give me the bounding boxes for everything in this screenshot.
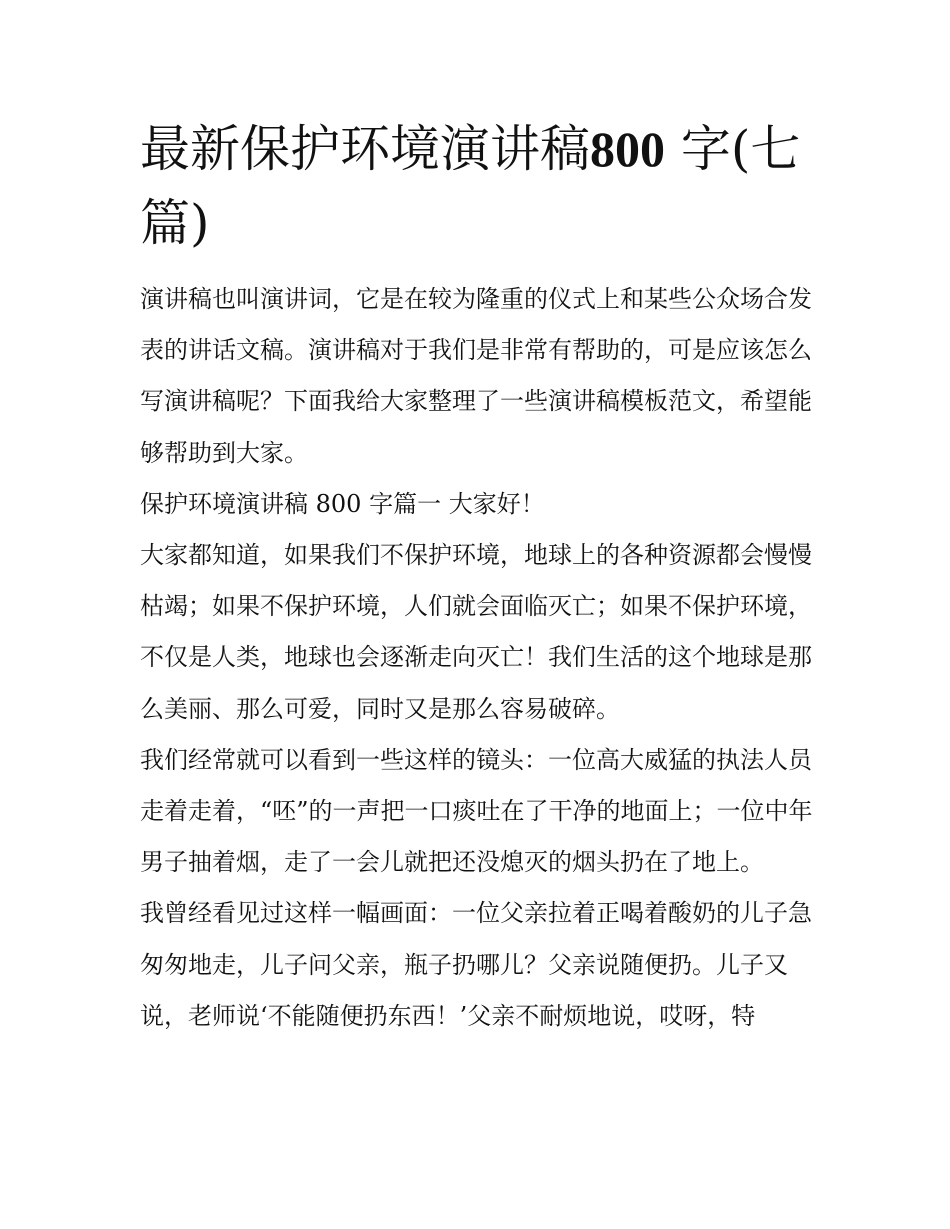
intro-paragraph: 演讲稿也叫演讲词，它是在较为隆重的仪式上和某些公众场合发表的讲话文稿。演讲稿对于我们是非常有帮助的，可是应该怎么写演讲稿呢？下面我给大家整理了一些演讲稿模板范文，希望能够帮助到大家。 <box>140 285 812 467</box>
title-text-part2: 字(七篇) <box>140 120 801 252</box>
body-paragraph: 我们经常就可以看到一些这样的镜头：一位高大威猛的执法人员走着走着，“呸”的一声把一口痰吐在了干净的地面上；一位中年男子抽着烟，走了一会儿就把还没熄灭的烟头扔在了地上。 <box>140 745 813 877</box>
body-paragraph: 我曾经看见过这样一幅画面：一位父亲拉着正喝着酸奶的儿子急匆匆地走，儿子问父亲，瓶子扔哪儿？父亲说随便扔。儿子又说，老师说‘不能随便扔东西！’父亲不耐烦地说，哎呀，特 <box>140 899 812 1030</box>
document-body <box>140 274 820 1042</box>
document-title <box>140 112 830 260</box>
section-heading-paragraph: 保护环境演讲稿 800 字篇一 大家好！ <box>140 489 545 518</box>
title-number: 800 <box>590 121 665 177</box>
title-text-part1: 最新保护环境演讲稿 <box>140 120 590 178</box>
body-paragraph: 大家都知道，如果我们不保护环境，地球上的各种资源都会慢慢枯竭；如果不保护环境，人们就会面临灭亡；如果不保护环境，不仅是人类，地球也会逐渐走向灭亡！我们生活的这个地球是那么美丽、那么可爱，同时又是那么容易破碎。 <box>140 541 812 723</box>
